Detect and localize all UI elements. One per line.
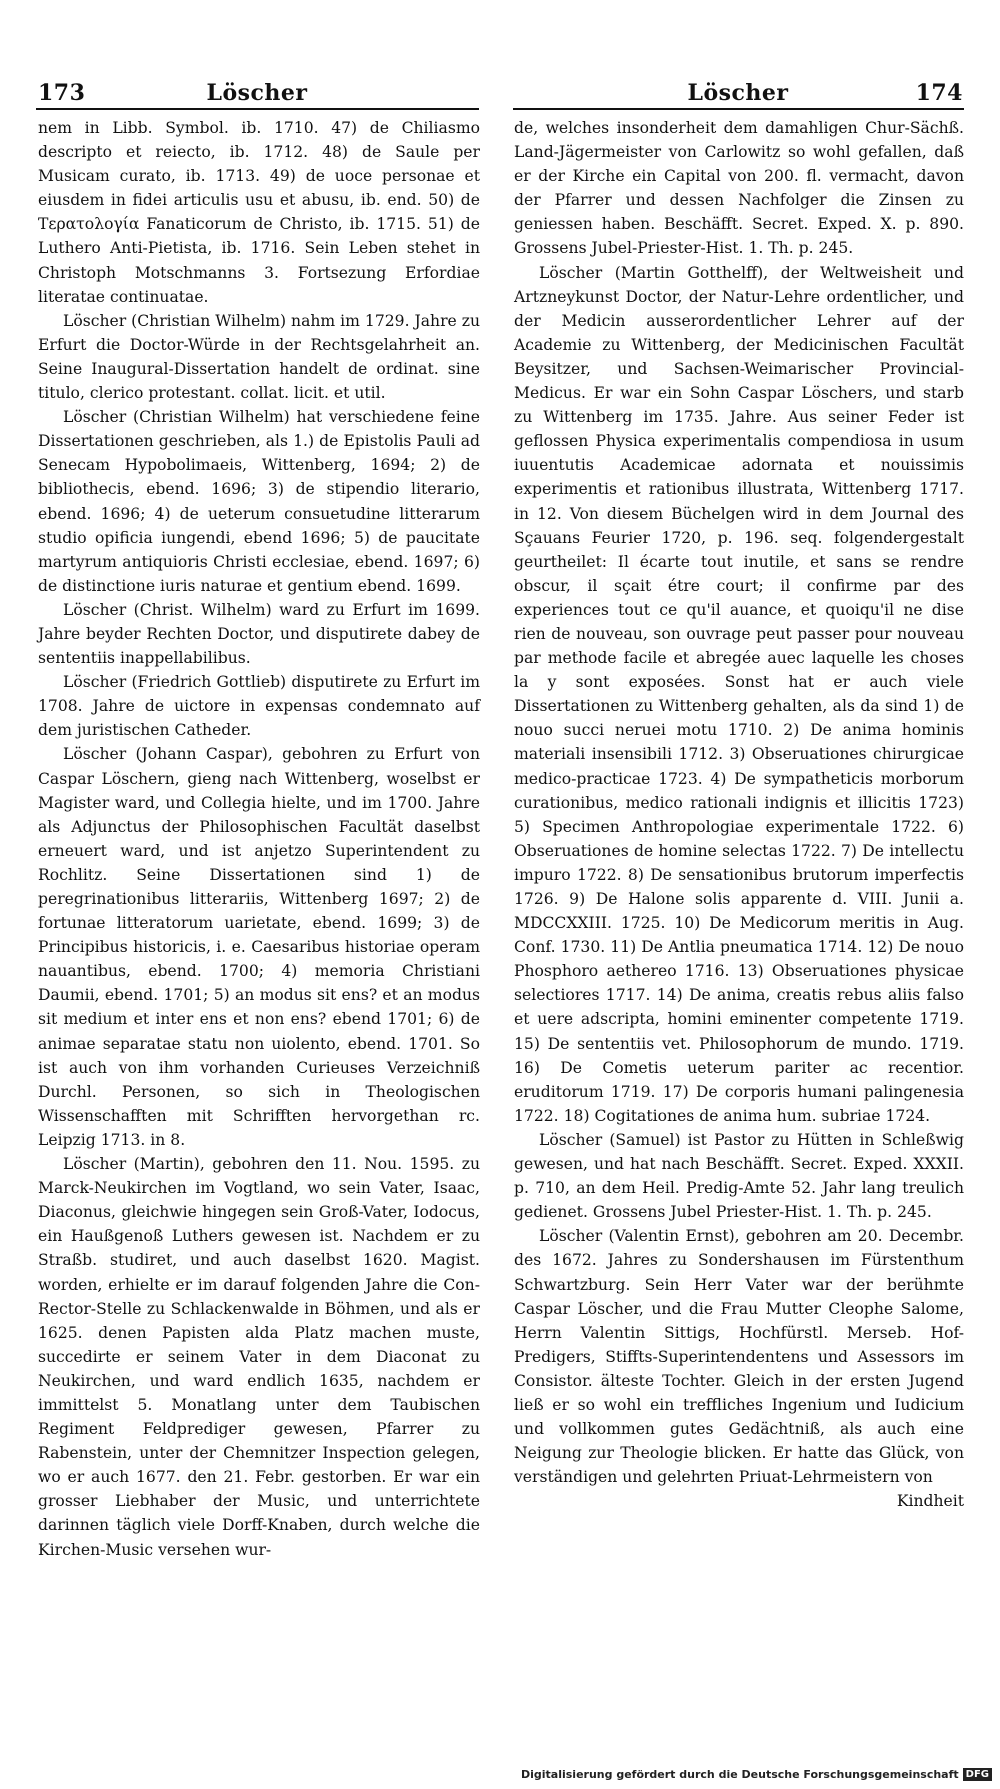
entry-paragraph: Löscher (Martin Gotthelff), der Weltweisheit und Artzneykunst Doctor, der Natur-Lehre ordentlicher, und der Medicin ausserordentlicher Lehrer auf der Academie zu Wittenberg, der Medicinischen Facultät Beysitzer, und Sachsen-Weimarischer Provincial-Medicus. Er war ein Sohn Caspar Löschers, und starb zu Wittenberg im 1735. Jahre. Aus seiner Feder ist geflossen Physica experimentalis compendiosa in usum iuuentutis Academicae adornata et nouissimis experimentis et rationibus illustrata, Wittenberg 1717. in 12. Von diesem Büchelgen wird in dem Journal des Sçauans Feurier 1720, p. 196. seq. folgendergestalt geurtheilet: Il écarte tout inutile, et sans se rendre obscur, il sçait étre court; il confirme par des experiences tout ce qu'il auance, et quoiqu'il ne dise rien de nouveau, son ouvrage peut passer pour nouveau par methode facile et abregée auec laquelle les choses la y sont exposées. Sonst hat er auch viele Dissertationen zu Wittenberg gehalten, als da sind 1) de nouo succi neruei motu 1710. 2) De anima hominis materiali insensibili 1712. 3) Obseruationes chirurgicae medico-practicae 1723. 4) De sympatheticis morborum curationibus, medico rationali indignis et illicitis 1723) 5) Specimen Anthropologiae experimentale 1722. 6) Obseruationes de homine selectas 1722. 7) De intellectu impuro 1722. 8) De sensationibus brutorum imperfectis 1726. 9) De Halone solis apparente d. VIII. Junii a. MDCCXXIII. 1725. 10) De Medicorum meritis in Aug. Conf. 1730. 11) De Antlia pneumatica 1714. 12) De nouo Phosphoro aethereo 1716. 13) Obseruationes physicae selectiores 1717. 14) De anima, creatis rebus aliis falso et uere adscripta, homini eminenter competente 1719. 15) De sententiis vet. Philosophorum de mundo. 1719. 16) De Cometis ueterum pariter ac recentior. eruditorum 1719. 17) De corporis humani palingenesia 1722. 18) Cogitationes de anima hum. subriae 1724. (514, 263, 964, 1125)
left-header-rule (36, 108, 479, 110)
right-header-rule (513, 108, 964, 110)
digitization-credit (521, 1768, 992, 1781)
right-page-number: 174 (915, 80, 963, 106)
entry-paragraph: de, welches insonderheit dem damahligen Chur-Sächß. Land-Jägermeister von Carlowitz so wohl gefallen, daß er der Kirche ein Capital von 200. fl. vermacht, davon der Pfarrer und dessen Nachfolger die Zinsen zu geniessen haben. Beschäfft. Secret. Exped. X. p. 890. Grossens Jubel-Priester-Hist. 1. Th. p. 245. (514, 119, 964, 258)
left-page-number: 173 (38, 80, 86, 106)
entry-paragraph: Löscher (Valentin Ernst), gebohren am 20. Decembr. des 1672. Jahres zu Sondershausen im Fürstenthum Schwartzburg. Sein Herr Vater war der berühmte Caspar Löscher, und die Frau Mutter Cleophe Salome, Herrn Valentin Sittigs, Hochfürstl. Merseb. Hof-Predigers, Stiffts-Superintendentens und Assessors im Consistor. älteste Tochter. Gleich in der ersten Jugend ließ er so wohl ein treffliches Ingenium und Iudicium und vollkommen gutes Gedächtniß, als auch eine Neigung zur Theologie blicken. Er hatte das Glück, von verständigen und gelehrten Priuat-Lehrmeistern von (514, 1227, 964, 1487)
entry-paragraph: nem in Libb. Symbol. ib. 1710. 47) de Chiliasmo descripto et reiecto, ib. 1712. 48) de Saule per Musicam curato, ib. 1713. 49) de uoce personae et eiusdem in fidei articulis usu et abusu, ib. end. 50) de Τερατολογία Fanaticorum de Christo, ib. 1715. 51) de Luthero Anti-Pietista, ib. 1716. Sein Leben stehet in Christoph Motschmanns 3. Fortsezung Erfordiae literatae continuatae. (38, 119, 480, 306)
credit-text: Digitalisierung gefördert durch die Deutsche Forschungsgemeinschaft (520, 1768, 959, 1781)
right-text-column (514, 116, 964, 1513)
catchword: Kindheit (896, 1492, 964, 1511)
left-running-head: Löscher (206, 80, 308, 106)
right-running-head: Löscher (687, 80, 789, 106)
entry-paragraph: Löscher (Christian Wilhelm) nahm im 1729. Jahre zu Erfurt die Doctor-Würde in der Rechtsgelahrheit an. Seine Inaugural-Dissertation handelt de ordinat. sine titulo, clerico protestant. collat. licit. et util. (38, 311, 480, 403)
entry-paragraph: Löscher (Samuel) ist Pastor zu Hütten in Schleßwig gewesen, und hat nach Beschäfft. Secret. Exped. XXXII. p. 710, an dem Heil. Predig-Amte 52. Jahr lang treulich gedienet. Grossens Jubel Priester-Hist. 1. Th. p. 245. (514, 1130, 964, 1222)
left-text-column (38, 116, 480, 1562)
entry-paragraph: Löscher (Christian Wilhelm) hat verschiedene feine Dissertationen geschrieben, als 1.) de Epistolis Pauli ad Senecam Hypobolimaeis, Wittenberg, 1694; 2) de bibliothecis, ebend. 1696; 3) de stipendio literario, ebend. 1696; 4) de ueterum consuetudine litterarum studio opificia iungendi, ebend 1696; 5) de paucitate martyrum antiquioris Christi ecclesiae, ebend. 1697; 6) de distinctione iuris naturae et gentium ebend. 1699. (38, 408, 480, 595)
dfg-logo: DFG (963, 1768, 992, 1781)
entry-paragraph: Löscher (Friedrich Gottlieb) disputirete zu Erfurt im 1708. Jahre de uictore in expensas condemnato auf dem juristischen Catheder. (38, 673, 480, 740)
entry-paragraph: Löscher (Christ. Wilhelm) ward zu Erfurt im 1699. Jahre beyder Rechten Doctor, und disputirete dabey de sententiis inappellabilibus. (38, 600, 480, 668)
entry-paragraph: Löscher (Johann Caspar), gebohren zu Erfurt von Caspar Löschern, gieng nach Wittenberg, woselbst er Magister ward, und Collegia hielte, und im 1700. Jahre als Adjunctus der Philosophischen Facultät daselbst erneuert ward, und ist anjetzo Superintendent zu Rochlitz. Seine Dissertationen sind 1) de peregrinationibus litterariis, Wittenberg 1697; 2) de fortunae litteratorum uarietate, ebend. 1699; 3) de Principibus historicis, i. e. Caesaribus historiae operam nauantibus, ebend. 1700; 4) memoria Christiani Daumii, ebend. 1701; 5) an modus sit ens? et an modus sit medium et inter ens et non ens? ebend 1701; 6) de animae separatae statu non uiolento, ebend. 1701. So ist auch von ihm vorhanden Curieuses Verzeichniß Durchl. Personen, so sich in Theologischen Wissenschafften mit Schrifften hervorgethan rc. Leipzig 1713. in 8. (38, 745, 480, 1149)
entry-paragraph: Löscher (Martin), gebohren den 11. Nou. 1595. zu Marck-Neukirchen im Vogtland, wo sein Vater, Isaac, Diaconus, gleichwie hingegen sein Groß-Vater, Iodocus, ein Haußgenoß Luthers gewesen ist. Nachdem er zu Straßb. studiret, und auch daselbst 1620. Magist. worden, erhielte er im darauf folgenden Jahre die Con-Rector-Stelle zu Schlackenwalde in Böhmen, und als er 1625. denen Papisten alda Platz machen muste, succedirte er seinem Vater in dem Diaconat zu Neukirchen, und ward endlich 1635, nachdem er immittelst 5. Monatlang unter dem Taubischen Regiment Feldprediger gewesen, Pfarrer zu Rabenstein, unter der Chemnitzer Inspection gelegen, wo er auch 1677. den 21. Febr. gestorben. Er war ein grosser Liebhaber der Music, und unterrichtete darinnen täglich viele Dorff-Knaben, durch welche die Kirchen-Music versehen wur- (38, 1155, 480, 1559)
